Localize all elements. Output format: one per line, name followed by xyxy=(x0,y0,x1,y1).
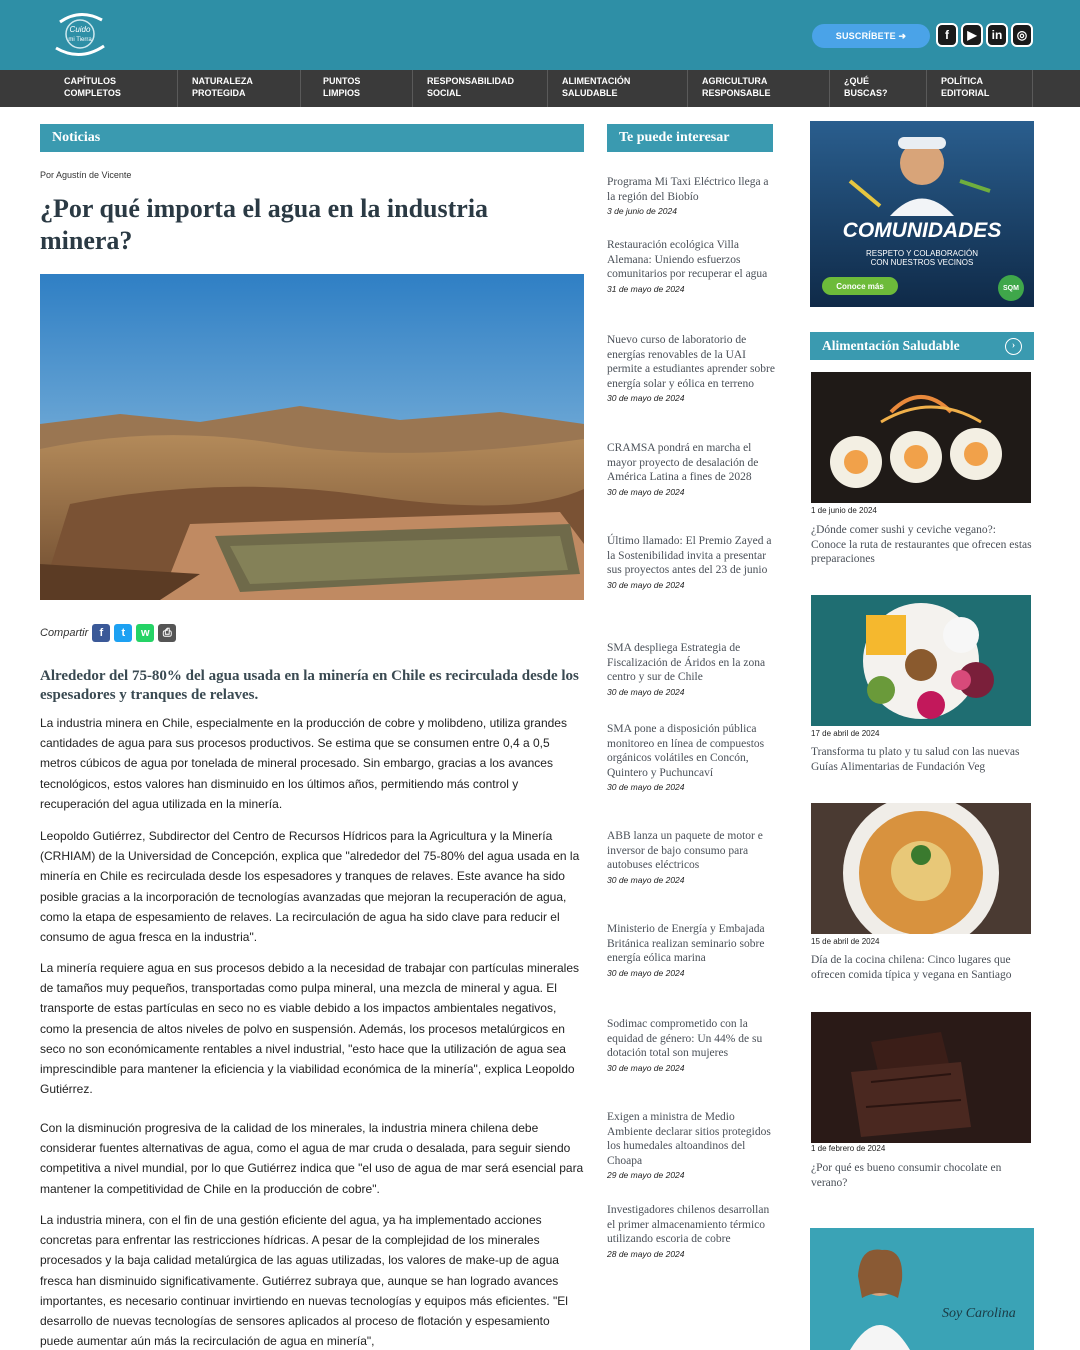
article-paragraph: Con la disminución progresiva de la calidad de los minerales, la industria minera chilena debe considerar fuentes alternativas de agua, como el agua de mar cruda o desalada, para seguir siendo competitiva a nivel mundial, por lo que Gutiérrez indica que "el uso de agua de mar será esencial para mantener la competitividad de Chile en la producción de cobre". xyxy=(40,1121,584,1196)
sidebar-promo-banner[interactable] xyxy=(810,1228,1034,1350)
card-image-chocolate[interactable] xyxy=(811,1012,1031,1143)
card-date: 1 de junio de 2024 xyxy=(811,506,877,515)
related-item[interactable]: Nuevo curso de laboratorio de energías renovables de la UAI permite a estudiantes aprender sobre energía solar y eólica en terreno 30 de mayo de 2024 xyxy=(607,334,775,404)
card-image-sushi[interactable] xyxy=(811,372,1031,503)
related-item[interactable]: Último llamado: El Premio Zayed a la Sostenibilidad invita a presentar sus proyectos antes del 23 de junio 30 de mayo de 2024 xyxy=(607,535,772,590)
card-title[interactable]: ¿Por qué es bueno consumir chocolate en verano? xyxy=(811,1162,1002,1189)
related-item[interactable]: Sodimac comprometido con la equidad de género: Un 44% de su dotación total son mujeres 30 de mayo de 2024 xyxy=(607,1018,763,1073)
card-image-bowl[interactable] xyxy=(811,595,1031,726)
whatsapp-share-icon[interactable]: w xyxy=(136,624,154,642)
nav-que-buscas[interactable]: ¿QUÉ BUSCAS? xyxy=(830,70,927,107)
facebook-share-icon[interactable]: f xyxy=(92,624,110,642)
card-date: 17 de abril de 2024 xyxy=(811,729,880,738)
section-heading-alimentacion[interactable] xyxy=(810,332,1034,360)
sidebar-ad-banner[interactable] xyxy=(810,121,1034,307)
promo-signature: Soy Carolina xyxy=(942,1306,1016,1321)
card-date: 15 de abril de 2024 xyxy=(811,937,880,946)
related-item[interactable]: Ministerio de Energía y Embajada Británica realizan seminario sobre energía eólica marina 30 de mayo de 2024 xyxy=(607,923,765,978)
subscribe-button[interactable]: SUSCRÍBETE ➜ xyxy=(812,24,930,48)
arrow-right-icon[interactable]: › xyxy=(1005,338,1022,355)
section-heading-noticias: Noticias xyxy=(40,124,584,152)
twitter-share-icon[interactable]: t xyxy=(114,624,132,642)
article-paragraph: La industria minera en Chile, especialmente en la producción de cobre y molibdeno, utiliza grandes cantidades de agua para sus procesos productivos. Se estima que se consumen entre 0,4 a 0,5 metros cúbicos de agua por tonelada de mineral procesado. Sin embargo, gracias a los avances tecnológicos, estos valores han disminuido en los últimos años, permitiendo más control y recuperación del agua utilizada en la minería. xyxy=(40,716,567,811)
related-item[interactable]: CRAMSA pondrá en marcha el mayor proyecto de desalación de América Latina a fines de 2028 30 de mayo de 2024 xyxy=(607,442,759,497)
card-title[interactable]: Día de la cocina chilena: Cinco lugares que ofrecen comida típica y vegana en Santiago xyxy=(811,954,1012,981)
article-hero-image xyxy=(40,274,584,600)
nav-puntos-limpios[interactable]: PUNTOS LIMPIOS xyxy=(309,70,413,107)
main-nav xyxy=(0,70,1080,107)
instagram-icon[interactable]: ◎ xyxy=(1011,23,1033,47)
section-heading-label: Alimentación Saludable xyxy=(822,338,960,353)
linkedin-icon[interactable]: in xyxy=(986,23,1008,47)
nav-responsabilidad-social[interactable]: RESPONSABILIDAD SOCIAL xyxy=(413,70,548,107)
article-paragraph: Leopoldo Gutiérrez, Subdirector del Centro de Recursos Hídricos para la Agricultura y la Minería (CRHIAM) de la Universidad de Concepción, explica que "alrededor del 75-80% del agua usada en la minería en Chile es recirculada desde los espesadores y tranques de relaves. Este avance ha sido posible gracias a la incorporación de tecnologías avanzadas que mejoran la recuperación de agua, como la etapa de espesamiento de relaves. La recirculación de agua ha sido clave para reducir el consumo de agua fresca en la industria". xyxy=(40,829,580,945)
facebook-icon[interactable]: f xyxy=(936,23,958,47)
ad-subtitle-1: RESPETO Y COLABORACIÓN xyxy=(865,249,979,258)
related-item[interactable]: Exigen a ministra de Medio Ambiente declarar sitios protegidos los humedales altoandinos del Choapa 29 de mayo de 2024 xyxy=(607,1111,771,1181)
nav-capitulos-completos[interactable]: CAPÍTULOS COMPLETOS xyxy=(50,70,178,107)
card-date: 1 de febrero de 2024 xyxy=(811,1144,886,1153)
svg-text:mi Tierra: mi Tierra xyxy=(68,37,92,43)
ad-brand-logo: SQM xyxy=(998,275,1024,301)
related-item[interactable]: Restauración ecológica Villa Alemana: Uniendo esfuerzos comunitarios por recuperar el agua 31 de mayo de 2024 xyxy=(607,239,768,294)
article-lead: Alrededor del 75-80% del agua usada en la minería en Chile es recirculada desde los espesadores y tranques de relaves. xyxy=(40,668,579,703)
promo-portrait xyxy=(810,1228,1034,1350)
nav-politica-editorial[interactable]: POLÍTICA EDITORIAL xyxy=(927,70,1033,107)
related-item[interactable]: SMA pone a disposición pública monitoreo en línea de compuestos orgánicos volátiles en Concón, Quintero y Puchuncaví 30 de mayo de 2024 xyxy=(607,723,765,793)
related-item[interactable]: Investigadores chilenos desarrollan el primer almacenamiento térmico utilizando escoria de cobre 28 de mayo de 2024 xyxy=(607,1204,770,1259)
site-header xyxy=(0,0,1080,70)
related-item[interactable]: Programa Mi Taxi Eléctrico llega a la región del Biobío 3 de junio de 2024 xyxy=(607,176,769,217)
article-title: ¿Por qué importa el agua en la industria minera? xyxy=(40,194,489,255)
article-paragraph: La minería requiere agua en sus procesos debido a la necesidad de trabajar con partículas minerales de tamaños muy pequeños, transportadas como pulpa mineral, una mezcla de mineral y agua. El transporte de estas partículas en seco no es viable debido a los impactos ambientales negativos, como la presencia de altos niveles de polvo en suspensión. Además, los procesos metalúrgicos en seco no son económicamente rentables a nivel industrial, "esto hace que la utilización de agua sea imprescindible para mantener la eficiencia y la viabilidad económica de la minería", explica Leopoldo Gutiérrez. xyxy=(40,961,579,1097)
ad-subtitle-2: CON NUESTROS VECINOS xyxy=(870,258,974,267)
ad-headline: COMUNIDADES xyxy=(842,219,1002,242)
share-bar xyxy=(40,624,176,642)
section-heading-te-puede-interesar: Te puede interesar xyxy=(607,124,773,152)
article-paragraph: La industria minera, con el fin de una gestión eficiente del agua, ya ha implementado acciones concretas para enfrentar las restricciones hídricas. A pesar de la complejidad de los minerales procesados y la baja calidad metalúrgica de las aguas utilizadas, los valores de make-up de agua fresca han disminuido significativamente. Gutiérrez subraya que, aunque se han logrado avances importantes, es necesario continuar invirtiendo en nuevas tecnologías y equipos más eficientes. "El desarrollo de nuevas tecnologías de sensores aplicados al proceso de flotación y espesamiento puede aumentar aún más la recirculación de agua en minería", xyxy=(40,1213,568,1349)
card-title[interactable]: ¿Dónde comer sushi y ceviche vegano?: Conoce la ruta de restaurantes que ofrecen estas preparaciones xyxy=(811,524,1032,566)
card-title[interactable]: Transforma tu plato y tu salud con las nuevas Guías Alimentarias de Fundación Veg xyxy=(811,746,1020,773)
related-item[interactable]: ABB lanza un paquete de motor e inversor de bajo consumo para autobuses eléctricos 30 de mayo de 2024 xyxy=(607,830,763,885)
ad-cta-button[interactable]: Conoce más xyxy=(822,277,898,295)
youtube-icon[interactable]: ▶ xyxy=(961,23,983,47)
svg-text:Cuido: Cuido xyxy=(69,25,91,34)
share-label: Compartir xyxy=(40,627,89,639)
nav-naturaleza-protegida[interactable]: NATURALEZA PROTEGIDA xyxy=(178,70,301,107)
print-icon[interactable]: ⎙ xyxy=(158,624,176,642)
related-item[interactable]: SMA despliega Estrategia de Fiscalización de Áridos en la zona centro y sur de Chile 30 de mayo de 2024 xyxy=(607,642,766,697)
card-image-stew[interactable] xyxy=(811,803,1031,934)
nav-alimentacion-saludable[interactable]: ALIMENTACIÓN SALUDABLE xyxy=(548,70,688,107)
article-author: Por Agustín de Vicente xyxy=(40,170,132,180)
nav-agricultura-responsable[interactable]: AGRICULTURA RESPONSABLE xyxy=(688,70,830,107)
site-logo[interactable] xyxy=(50,8,110,60)
